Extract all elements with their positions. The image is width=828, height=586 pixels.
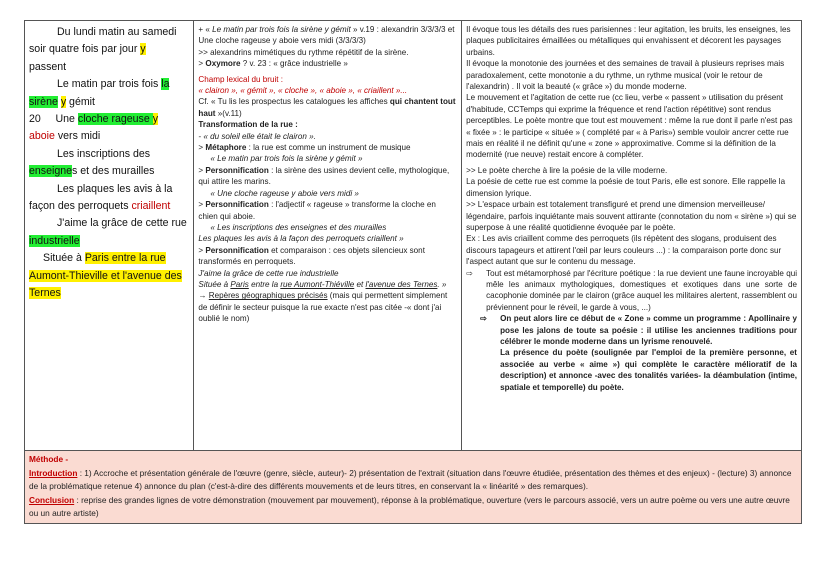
paragraph: >> L'espace urbain est totalement transfiguré et prend une dimension merveilleuse/ légendaire, parfois inquiétante mais souvent attirante (connotation du nom « sirène ») qui se superpose à une réalité quotidienne évoquée par le poète. <box>466 200 797 232</box>
poem-column <box>25 21 194 451</box>
paragraph: Ex : Les avis criaillent comme des perroquets (ils répètent des slogans, produisent des discours tapageurs et attirent l'œil par leurs couleurs ...) : la comparaison porte donc sur l'aspect autant que sur le contenu du message. <box>466 234 782 267</box>
section-heading: Champ lexical du bruit : <box>198 74 283 84</box>
poem-line: Aumont-Thieville et l'avenue des <box>29 269 182 282</box>
quote: J'aime la grâce de cette rue industrielle <box>198 268 339 278</box>
figure-note: > Personnification : l'adjectif « rageuse » transforme la cloche en chien qui aboie. <box>198 200 436 221</box>
poem-line: enseignes et des murailles <box>29 165 155 178</box>
section-heading: Transformation de la rue : <box>198 120 298 130</box>
bullet-item: ⇨ On peut alors lire ce début de « Zone » comme un programme : Apollinaire y pose les jalons de toute sa poésie : il utilise les anciennes traditions pour célébrer le monde moderne dans un lyrisme renouvelé. <box>480 314 797 346</box>
poem-line: façon des perroquets criaillent <box>29 200 171 213</box>
mimetic-note: >> alexandrins mimétiques du rythme répétitif de la sirène. <box>198 47 409 57</box>
poem-line: Située à Paris entre la rue <box>43 252 166 265</box>
poem-line: aboie vers midi <box>29 130 101 143</box>
poem-line: Le matin par trois fois la <box>57 78 170 91</box>
paragraph: Il évoque tous les détails des rues parisiennes : leur agitation, les bruits, les enseignes, les plaques publicitaires émaillées ou métalliques qui envahissent et décorent les paysages urbains. <box>466 25 791 57</box>
oxymore-note: > Oxymore ? v. 23 : « grâce industrielle » <box>198 59 348 69</box>
quote: « Une cloche rageuse y aboie vers midi » <box>210 188 359 198</box>
poem-line: industrielle <box>29 234 80 247</box>
figure-note: > Personnification : la sirène des usines devient celle, mythologique, qui attire les marins. <box>198 165 450 187</box>
arrow-icon: ⇨ <box>480 314 487 324</box>
method-box <box>24 451 802 524</box>
paragraph: La présence du poète (soulignée par l'emploi de la première personne, et associée au verbe « aime ») qui complète le caractère mélioratif de la description) et annonce -avec des tonalités variées- la déambulation (intime, spatiale et temporelle) du poète. <box>500 348 797 392</box>
analysis-table <box>24 20 802 451</box>
quote: « Les inscriptions des enseignes et des murailles <box>210 222 387 232</box>
analysis-column <box>194 21 462 451</box>
poem-line: Du lundi matin au samedi <box>57 26 177 38</box>
paragraph: La poésie de cette rue est comme la poésie de tout Paris, elle est sonore. Elle rappelle la dimension lyrique. <box>466 177 786 198</box>
figure-note: > Personnification et comparaison : ces objets silencieux sont transformés en perroquets. <box>198 245 425 267</box>
interpretation-column <box>462 21 802 451</box>
quote: Les plaques les avis à la façon des perroquets criaillent » <box>198 234 404 244</box>
paragraph: Il évoque la monotonie des journées et des semaines de travail à plusieurs reprises mais paradoxalement, cette monotonie a du rythme, un rythme musical (voir le retour de l'alexandrin) . Il voit la beauté (« grâce ») du monde moderne. <box>466 59 785 92</box>
poem-line: soir quatre fois par jour y <box>29 43 146 56</box>
conclusion-note: >> Le poète cherche à lire la poésie de la ville moderne. <box>466 165 668 175</box>
lexical-field: « clairon », « gémit », « cloche », « aboie », « criaillent »... <box>198 86 408 96</box>
poem-line: Ternes <box>29 287 61 300</box>
quote: Située à Paris entre la rue Aumont-Thiéville et l'avenue des Ternes. » <box>198 279 447 289</box>
method-intro: Introduction : 1) Accroche et présentation générale de l'œuvre (genre, siècle, auteur)- 2) présentation de l'extrait (situation dans l'œuvre étudiée, présentation des thèmes et des enjeux) - (lecture) 3) annonce de la problématique retenue 4) annonce du plan (c'est-à-dire des différents mouvements et de leurs titres, en conservant la « linéarité » des remarques). <box>29 467 792 492</box>
geo-note: → Repères géographiques précisés (mais qui permettent simplement de définir le secteur puisque la rue exacte n'est pas citée -« dont j'ai oublié le nom) <box>198 291 448 324</box>
poem-line: Les inscriptions des <box>57 147 151 160</box>
poem-line: passent <box>29 60 67 73</box>
document-page <box>24 20 802 541</box>
poem-line: sirène y gémit <box>29 95 95 108</box>
arrow-icon: ⇨ <box>466 268 473 278</box>
poem-line: J'aime la grâce de cette rue <box>57 217 187 230</box>
bullet-item: ⇨ Tout est métamorphosé par l'écriture poétique : la rue devient une faune incroyable qui mêle les animaux mythologiques, domestiques et exotiques dans une sorte de cacophonie dominée par le clairon (grâce auquel les militaires alertent, rassemblent ou préviennent pour le réveil, le garde à vous, ...) <box>466 268 797 312</box>
poem-line: 20 Une cloche rageuse y <box>29 113 158 126</box>
citation-note: Cf. « Tu lis les prospectus les catalogues les affiches qui chantent tout haut »(v.11) <box>198 97 456 118</box>
alexandrin-note: + « Le matin par trois fois la sirène y gémit » v.19 : alexandrin 3/3/3/3 et Une cloche rageuse y aboie vers midi (3/3/3/3) <box>198 25 455 46</box>
method-title: Méthode - <box>29 454 69 464</box>
poem-line: Les plaques les avis à la <box>57 182 173 195</box>
figure-note: > Métaphore : la rue est comme un instrument de musique <box>198 143 411 153</box>
quote: « Le matin par trois fois la sirène y gémit » <box>210 154 363 164</box>
method-conclusion: Conclusion : reprise des grandes lignes de votre démonstration (mouvement par mouvement), réponse à la problématique, ouverture (vers le parcours associé, vers un autre poème ou vers une autre œuvre ou un autre artiste) <box>29 494 790 519</box>
quote: - « du soleil elle était le clairon ». <box>198 131 316 141</box>
paragraph: Le mouvement et l'agitation de cette rue (cc lieu, verbe « passent » utilisation du présent d'habitude, CCTemps qui exprime la fréquence et rend l'action répétitive) sont rendus perceptibles. Le poète montre que tout est mouvement : même la rue dont il parle n'est pas « fixée » : le participe « située » ( complété par « à Paris») semble vouloir ancrer cette rue mais en réalité il ne définit qu'une « zone » approximative. Comme si la définition de la modernité (rue neuve) restait encore à compléter. <box>466 93 793 160</box>
